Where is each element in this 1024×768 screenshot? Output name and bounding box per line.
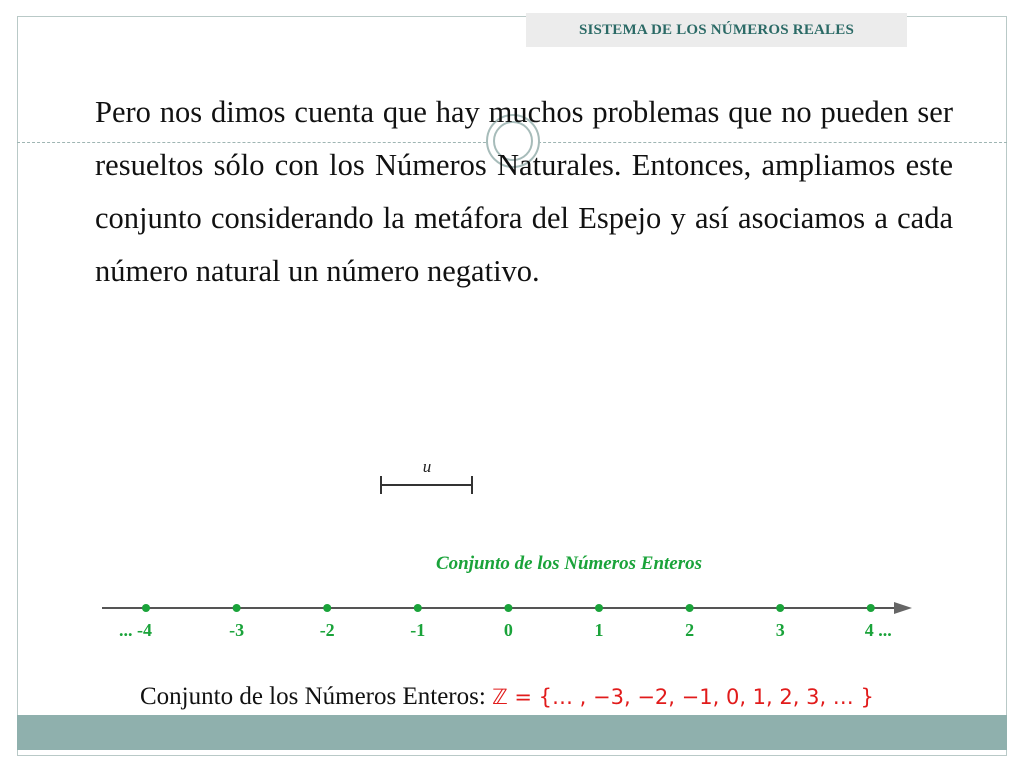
tick-label--1: -1 [410,620,426,640]
caption-label: Conjunto de los Números Enteros: [140,683,493,710]
axis-arrowhead-icon [894,602,912,614]
body-paragraph: Pero nos dimos cuenta que hay muchos problemas que no pueden ser resueltos sólo con los Números Naturales. Entonces, ampliamos este conjunto considerando la metáfora del Espejo y así asociamos a cada número natural un número negativo. [95,95,953,288]
section-title: SISTEMA DE LOS NÚMEROS REALES [578,21,855,38]
caption [140,683,874,711]
point--1 [414,604,422,612]
tick-label--4: ... -4 [119,620,152,640]
tick-label-0: 0 [503,620,513,640]
point-2 [686,604,694,612]
tick-label--3: -3 [229,620,245,640]
point--4 [142,604,150,612]
tick-label-2: 2 [685,620,695,640]
tick-label--2: -2 [319,620,335,640]
integer-set-notation: ℤ = {… , −3, −2, −1, 0, 1, 2, 3, … } [492,685,874,709]
tick-label-4: 4 ... [864,620,892,640]
unit-label: u [422,457,432,476]
number-line-tick-labels [119,620,892,640]
point-1 [595,604,603,612]
point-4 [867,604,875,612]
point--2 [323,604,331,612]
tick-label-1: 1 [594,620,604,640]
point--3 [233,604,241,612]
unit-segment [381,457,472,494]
number-line-title: Conjunto de los Números Enteros [435,553,703,574]
point-0 [504,604,512,612]
footer-band [17,715,1007,750]
tick-label-3: 3 [775,620,785,640]
point-3 [776,604,784,612]
